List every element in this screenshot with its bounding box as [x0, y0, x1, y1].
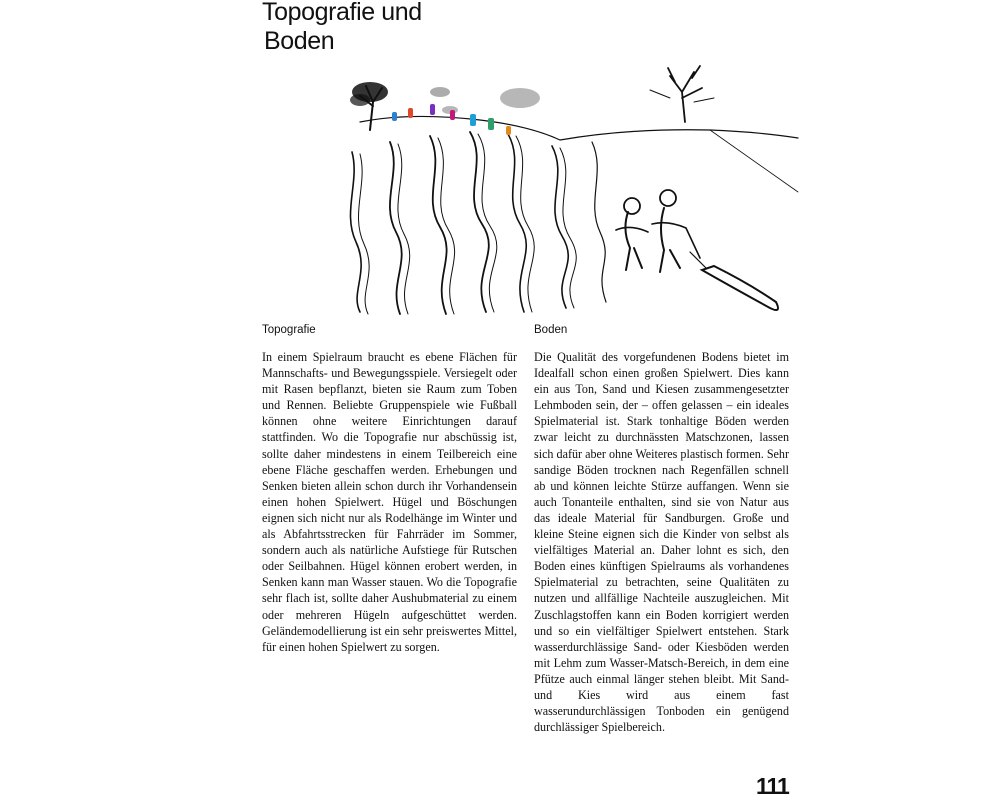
- column-heading-topografie: Topografie: [262, 324, 316, 336]
- page-title-line-2: Boden: [264, 27, 335, 55]
- boden-paragraph: Die Qualität des vorgefundenen Bodens bietet im Idealfall schon einen großen Spielwert. Dies kann ein aus Ton, Sand und Kiesen zusammengesetzter Lehmboden sein, der – offen gelassen – ein ideales Spielmaterial ist. Stark tonhaltige Böden werden zwar leicht zu durchnässten Matschzonen, lassen sich dafür aber ohne Weiteres plastisch formen. Sehr sandige Böden trocknen nach Regenfällen schnell ab und können leichte Stürze auffangen. Wenn sie auch Tonanteile enthalten, sind sie von Natur aus das ideale Material für Sandburgen. Große und kleine Steine eignen sich die Kinder von selbst als vielfältiges Material an. Daher lohnt es sich, den Boden eines künftigen Spielraums als vorhandenes Spielmaterial zu betrachten, seine Qualitäten zu nutzen und allfällige Nachteile auszugleichen. Mit Zuschlagstoffen kann ein Boden korrigiert werden und so ein vielfältiger Spielwert entstehen. Stark wasserdurchlässige Sand- oder Kiesböden werden mit Lehm zum Wasser-Matsch-Bereich, in dem eine Pfütze auch einmal länger stehen bleibt. Mit Sand- und Kies wird aus einem fast wasserundurchlässigen Tonboden ein genügend durchlässiger Spielbereich.: [534, 350, 789, 735]
- column-boden: [534, 349, 789, 735]
- column-heading-boden: Boden: [534, 324, 568, 336]
- page-number: 111: [756, 773, 789, 799]
- page-title-line-1: Topografie und: [262, 0, 422, 26]
- hill-sledding-illustration: [330, 62, 800, 324]
- topografie-paragraph: In einem Spielraum braucht es ebene Flächen für Mannschafts- und Bewegungsspiele. Versiegelt oder mit Rasen bepflanzt, bieten sie Raum zum Toben und Rennen. Beliebte Gruppenspiele wie Fußball können ohne weitere Einrichtungen darauf stattfinden. Wo die Topografie nur abschüssig ist, sollte daher mindestens in einem Teilbereich eine ebene Fläche geschaffen werden. Erhebungen und Senken bieten allein schon durch ihr Vorhandensein einen hohen Spielwert. Hügel und Böschungen eignen sich nicht nur als Rodelhänge im Winter und als Abfahrtsstrecken für Fahrräder im Sommer, sondern auch als natürliche Aufstiege für Rutschen oder Seilbahnen. Hügel können erobert werden, in Senken kann man Wasser stauen. Wo die Topografie sehr flach ist, sollte daher Aushubmaterial zu einem oder mehreren Hügeln aufgeschüttet werden. Geländemodellierung ist ein sehr preiswertes Mittel, für einen hohen Spielwert zu sorgen.: [262, 350, 517, 654]
- page-title: [262, 0, 422, 56]
- column-topografie: [262, 349, 517, 655]
